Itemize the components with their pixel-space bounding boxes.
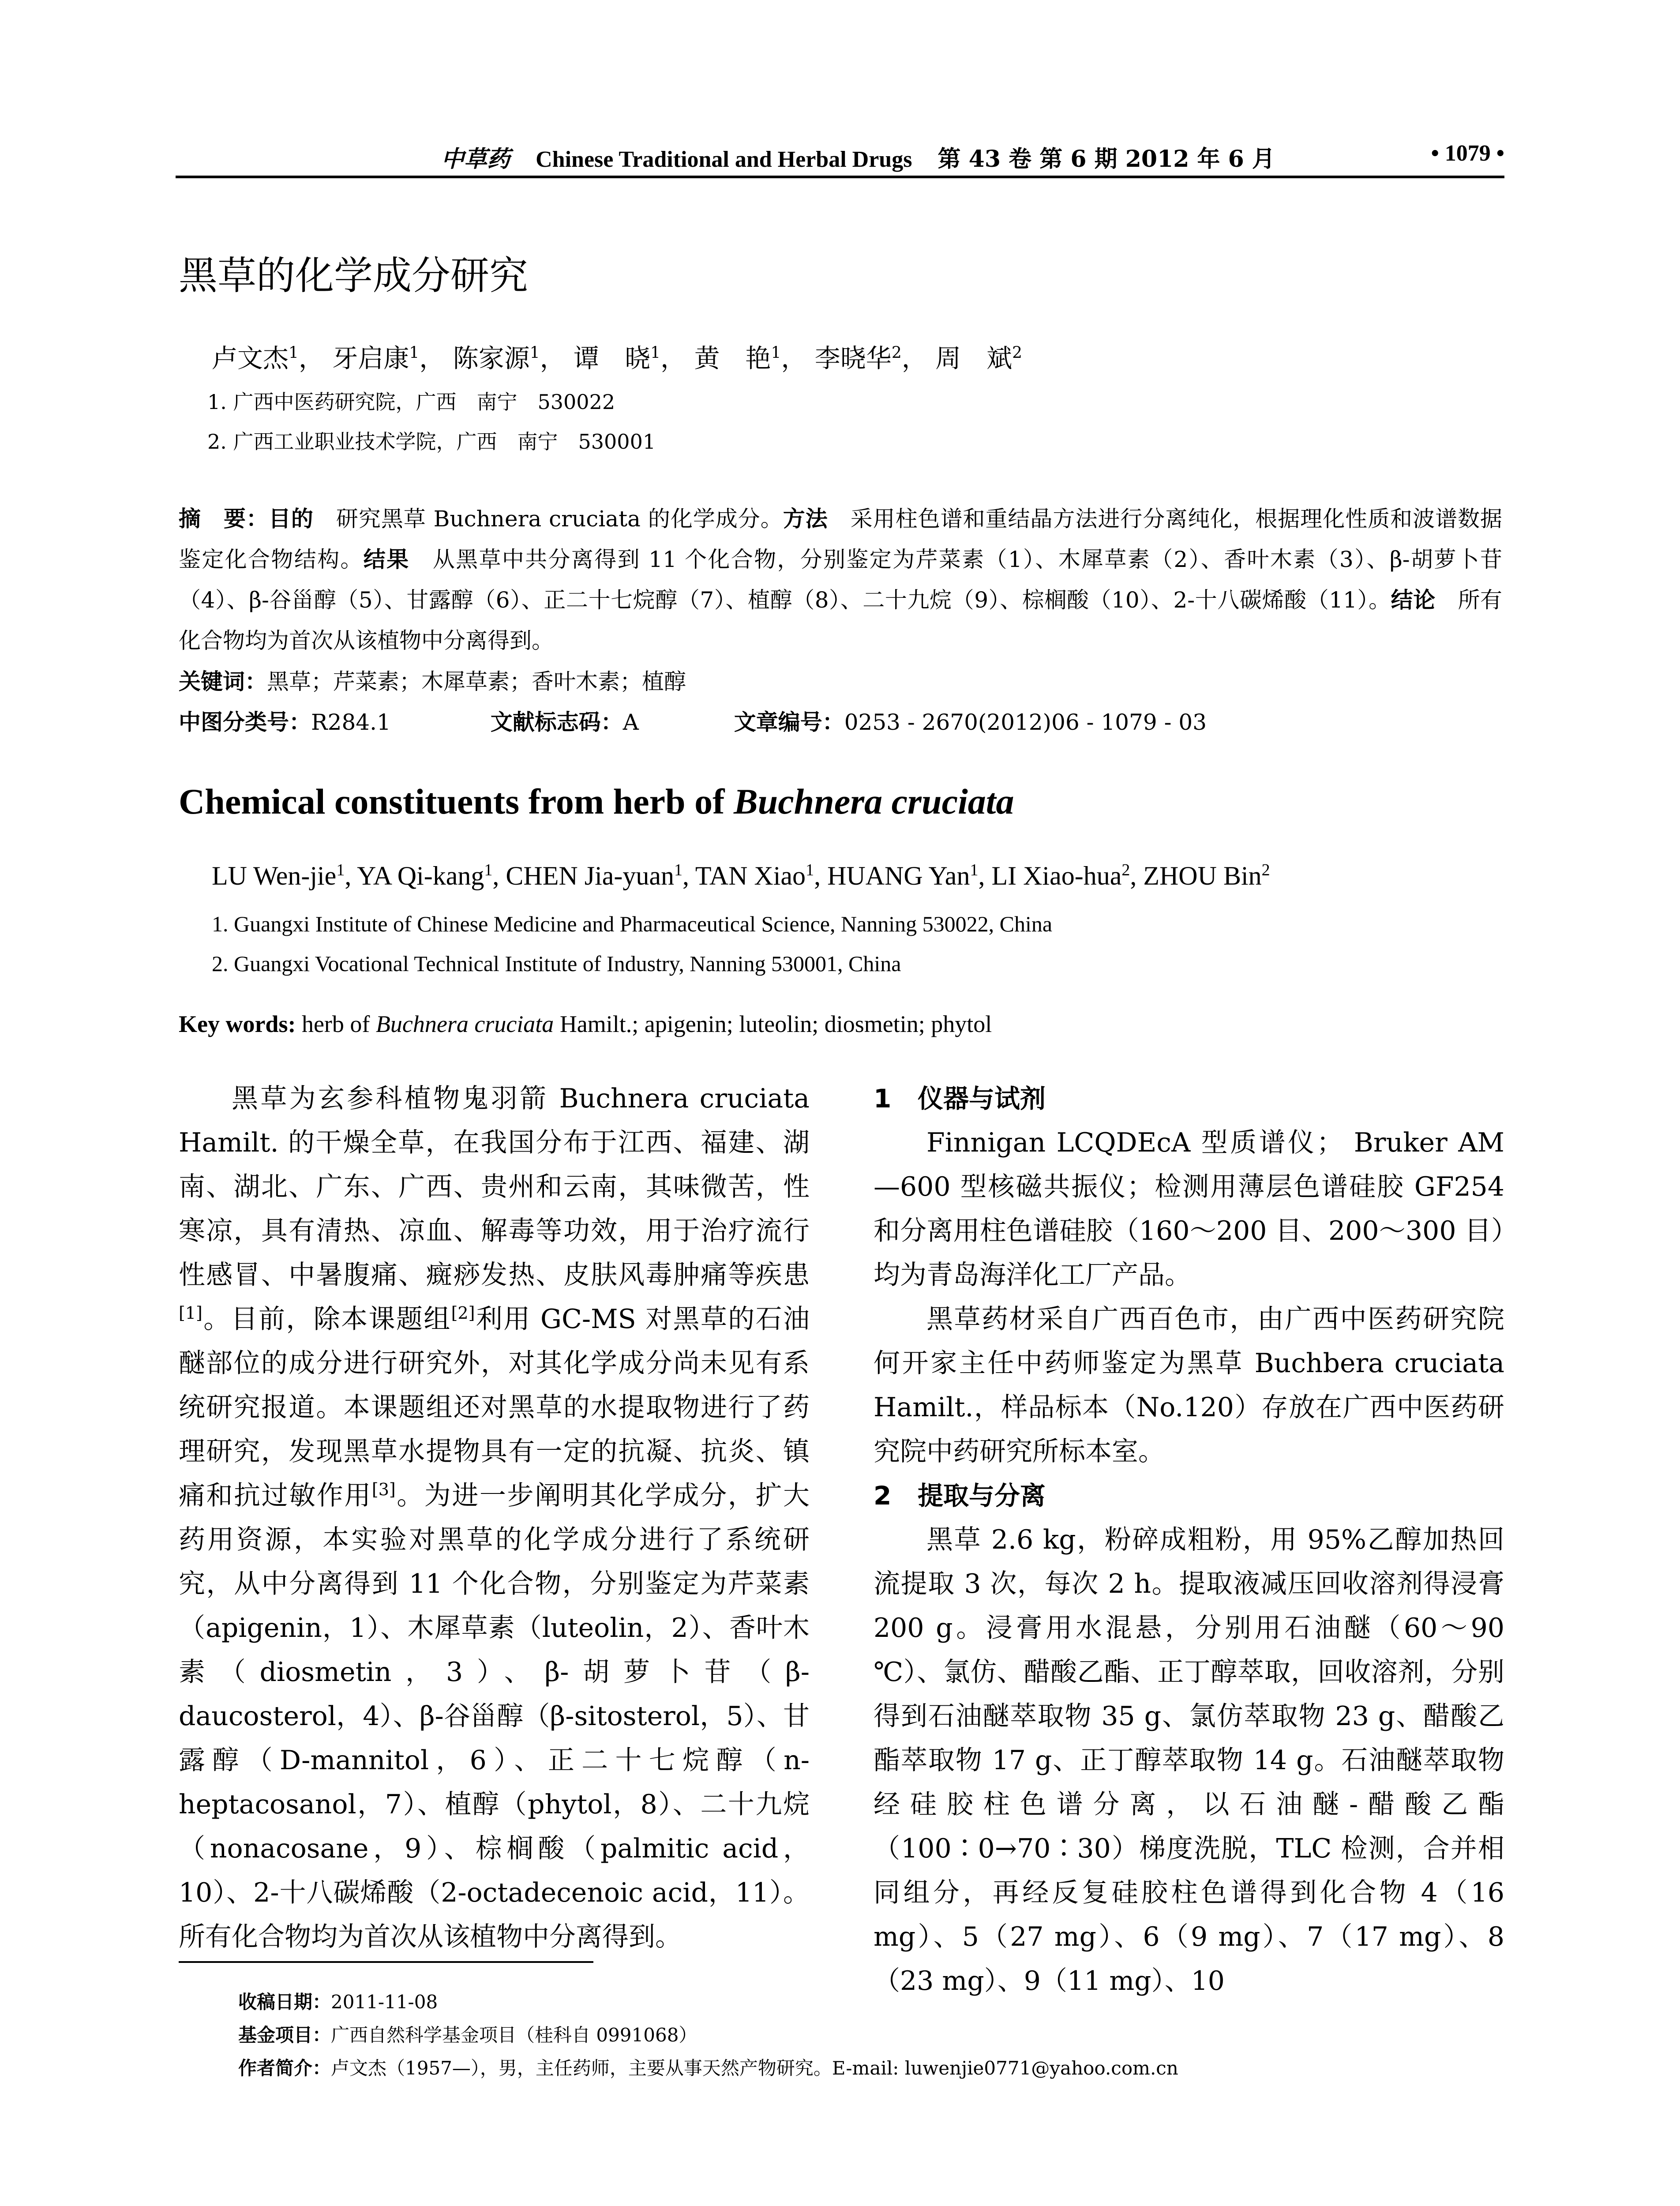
footnote-received xyxy=(238,1988,438,2014)
author-affiliation-mark: 1 xyxy=(650,344,660,362)
method-text: 采用柱色谱和重结晶方法进行分离纯化，根据理化性质和波谱数据鉴定化合物结构。 xyxy=(179,506,1503,572)
section-heading-1 xyxy=(874,1077,1504,1121)
issue-info: 第 43 卷 第 6 期 2012 年 6 月 xyxy=(938,146,1275,173)
citation-2[interactable]: [2] xyxy=(451,1303,475,1323)
keywords-en-label: Key words: xyxy=(179,1011,296,1037)
affiliation-cn-2: 2. 广西工业职业技术学院，广西 南宁 530001 xyxy=(207,430,656,454)
footnote-author-bio xyxy=(238,2054,1178,2080)
result-text: 从黑草中共分离得到 11 个化合物，分别鉴定为芹菜素（1）、木犀草素（2）、香叶木素（3）、β-胡萝卜苷（4）、β-谷甾醇（5）、甘露醇（6）、正二十七烷醇（7）、植醇（8）、二十九烷（9）、棕榈酸（10）、2-十八碳烯酸（11）。 xyxy=(179,547,1503,613)
body-column-left xyxy=(179,1077,810,1959)
clc-label: 中图分类号： xyxy=(179,709,311,735)
author-affiliation-mark: 1 xyxy=(409,344,420,362)
footnote-label: 基金项目： xyxy=(238,2024,331,2046)
title-en-species: Buchnera cruciata xyxy=(733,781,1014,822)
affiliation-en-1: 1. Guangxi Institute of Chinese Medicine and Pharmaceutical Science, Nanning 530022, China xyxy=(212,912,1053,936)
keywords-en xyxy=(179,1010,992,1038)
keywords-cn xyxy=(179,664,686,696)
author-name: 谭 晓 xyxy=(574,343,651,373)
classification-line xyxy=(179,705,1207,736)
author-name: YA Qi-kang xyxy=(357,861,484,890)
author-name: 周 斌 xyxy=(935,343,1012,373)
doc-code-label: 文献标志码： xyxy=(490,709,623,735)
conclusion-label: 结论 xyxy=(1391,587,1436,613)
doc-code-value: A xyxy=(622,709,639,735)
journal-name-cn: 中草药 xyxy=(441,146,510,173)
footnote-text: 2011-11-08 xyxy=(331,1991,438,2013)
section-title: 仪器与试剂 xyxy=(918,1084,1046,1114)
intro-text-a: 黑草为玄参科植物鬼羽箭 Buchnera cruciata Hamilt. 的干燥全草，在我国分布于江西、福建、湖南、湖北、广东、广西、贵州和云南，其味微苦，性寒凉，具有清热、凉血、解毒等功效，用于治疗流行性感冒、中暑腹痛、癍痧发热、皮肤风毒肿痛等疾患 xyxy=(179,1083,810,1291)
article-number-value: 0253 - 2670(2012)06 - 1079 - 03 xyxy=(844,709,1207,735)
author-affiliation-mark: 2 xyxy=(1012,344,1023,362)
page-number: • 1079 • xyxy=(1431,141,1504,166)
author-name: HUANG Yan xyxy=(827,861,970,890)
section-heading-2 xyxy=(874,1474,1504,1518)
article-title-cn: 黑草的化学成分研究 xyxy=(179,253,529,298)
running-header xyxy=(441,140,1275,173)
author-name: LI Xiao-hua xyxy=(991,861,1122,890)
author-name: 卢文杰 xyxy=(212,343,289,373)
author-affiliation-mark: 2 xyxy=(1261,861,1270,879)
objective-text: 研究黑草 Buchnera cruciata 的化学成分。 xyxy=(336,506,783,532)
author-name: TAN Xiao xyxy=(695,861,806,890)
body-column-right xyxy=(874,1077,1504,2003)
intro-text-c: 利用 GC-MS 对黑草的石油醚部位的成分进行研究外，对其化学成分尚未见有系统研究报道。本课题组还对黑草的水提取物进行了药理研究，发现黑草水提物具有一定的抗凝、抗炎、镇痛和抗过敏作用 xyxy=(179,1304,810,1511)
author-affiliation-mark: 1 xyxy=(806,861,814,879)
footnote-label: 作者简介： xyxy=(238,2057,331,2079)
intro-paragraph xyxy=(179,1077,810,1959)
method-label: 方法 xyxy=(783,506,828,532)
objective-label: 目的 xyxy=(268,506,314,532)
author-name: LU Wen-jie xyxy=(212,861,337,890)
author-affiliation-mark: 1 xyxy=(336,861,345,879)
extraction-paragraph: 黑草 2.6 kg，粉碎成粗粉，用 95%乙醇加热回流提取 3 次，每次 2 h。提取液减压回收溶剂得浸膏 200 g。浸膏用水混悬，分别用石油醚（60～90 ℃）、氯仿、醋酸乙酯、正丁醇萃取，回收溶剂，分别得到石油醚萃取物 35 g、氯仿萃取物 23 g、醋酸乙酯萃取物 17 g、正丁醇萃取物 14 g。石油醚萃取物经硅胶柱色谱分离，以石油醚-醋酸乙酯（100∶0→70∶30）梯度洗脱，TLC 检测，合并相同组分，再经反复硅胶柱色谱得到化合物 4（16 mg）、5（27 mg）、6（9 mg）、7（17 mg）、8（23 mg）、9（11 mg）、10 xyxy=(874,1524,1504,1996)
author-name: CHEN Jia-yuan xyxy=(506,861,674,890)
footnote-funding xyxy=(238,2021,697,2047)
author-affiliation-mark: 2 xyxy=(1121,861,1130,879)
affiliation-cn-1: 1. 广西中医药研究院，广西 南宁 530022 xyxy=(207,390,615,414)
header-rule xyxy=(176,176,1504,178)
conclusion-text: 所有化合物均为首次从该植物中分离得到。 xyxy=(179,587,1503,653)
author-name: 黄 艳 xyxy=(694,343,771,373)
result-label: 结果 xyxy=(363,547,410,572)
keywords-en-species: Buchnera cruciata xyxy=(375,1011,554,1037)
article-number-label: 文章编号： xyxy=(734,709,844,735)
material-paragraph: 黑草药材采自广西百色市，由广西中医药研究院何开家主任中药师鉴定为黑草 Buchbera cruciata Hamilt.，样品标本（No.120）存放在广西中医药研究院中药研究所标本室。 xyxy=(874,1304,1504,1467)
author-affiliation-mark: 1 xyxy=(289,344,299,362)
title-en-text: Chemical constituents from herb of xyxy=(179,781,734,822)
abstract-label: 摘 要： xyxy=(179,506,269,532)
clc-value: R284.1 xyxy=(311,709,391,735)
section-number: 1 xyxy=(874,1084,892,1114)
author-affiliation-mark: 1 xyxy=(674,861,682,879)
affiliation-en-2: 2. Guangxi Vocational Technical Institute of Industry, Nanning 530001, China xyxy=(212,951,901,976)
author-affiliation-mark: 1 xyxy=(970,861,979,879)
section-number: 2 xyxy=(874,1481,892,1511)
article-title-en xyxy=(179,781,1014,822)
keywords-en-post: Hamilt.; apigenin; luteolin; diosmetin; phytol xyxy=(554,1011,992,1037)
citation-3[interactable]: [3] xyxy=(371,1480,396,1499)
author-affiliation-mark: 1 xyxy=(484,861,493,879)
section-title: 提取与分离 xyxy=(918,1481,1046,1511)
author-name: 陈家源 xyxy=(453,343,530,373)
author-list-cn: 卢文杰$^1$， 牙启康$^1$， 陈家源$^1$， 谭 晓$^1$， 黄 艳$^1$， 李晓华$^2$， 周 斌$^2$ xyxy=(212,343,1023,373)
author-name: 李晓华 xyxy=(814,343,892,373)
abstract-cn xyxy=(179,499,1502,661)
footnote-text: 广西自然科学基金项目（桂科自 0991068） xyxy=(331,2024,698,2046)
author-name: ZHOU Bin xyxy=(1143,861,1262,890)
author-list-en: LU Wen-jie$^1$, YA Qi-kang$^1$, CHEN Jia-yuan$^1$, TAN Xiao$^1$, HUANG Yan$^1$, LI Xiao-hua$^2$, ZHOU Bin$^2$ xyxy=(212,861,1270,890)
intro-text-d: 。为进一步阐明其化学成分，扩大药用资源，本实验对黑草的化学成分进行了系统研究，从中分离得到 11 个化合物，分别鉴定为芹菜素（apigenin，1）、木犀草素（luteolin，2）、香叶木素（diosmetin，3）、β-胡萝卜苷（β-daucosterol，4）、β-谷甾醇（β-sitosterol，5）、甘露醇（D-mannitol，6）、正二十七烷醇（n-heptacosanol，7）、植醇（phytol，8）、二十九烷（nonacosane，9）、棕榈酸（palmitic acid，10）、2-十八碳烯酸（2-octadecenoic acid，11）。所有化合物均为首次从该植物中分离得到。 xyxy=(179,1480,810,1952)
footnote-rule xyxy=(179,1961,593,1963)
instruments-paragraph: Finnigan LCQDEcA 型质谱仪； Bruker AM—600 型核磁共振仪；检测用薄层色谱硅胶 GF254 和分离用柱色谱硅胶（160～200 目、200～300 目）均为青岛海洋化工厂产品。 xyxy=(874,1127,1504,1291)
author-affiliation-mark: 1 xyxy=(771,344,781,362)
keywords-text: 黑草；芹菜素；木犀草素；香叶木素；植醇 xyxy=(267,669,686,694)
author-affiliation-mark: 2 xyxy=(891,344,902,362)
footnote-text: 卢文杰（1957—），男，主任药师，主要从事天然产物研究。E-mail: luwenjie0771@yahoo.com.cn xyxy=(331,2057,1178,2079)
citation-1[interactable]: [1] xyxy=(179,1303,202,1323)
journal-name-en: Chinese Traditional and Herbal Drugs xyxy=(536,147,912,172)
keywords-en-pre: herb of xyxy=(296,1011,376,1037)
author-name: 牙启康 xyxy=(332,343,409,373)
footnote-label: 收稿日期： xyxy=(238,1991,331,2013)
intro-text-b: 。目前，除本课题组 xyxy=(202,1304,451,1335)
keywords-label: 关键词： xyxy=(179,669,267,694)
author-affiliation-mark: 1 xyxy=(529,344,540,362)
